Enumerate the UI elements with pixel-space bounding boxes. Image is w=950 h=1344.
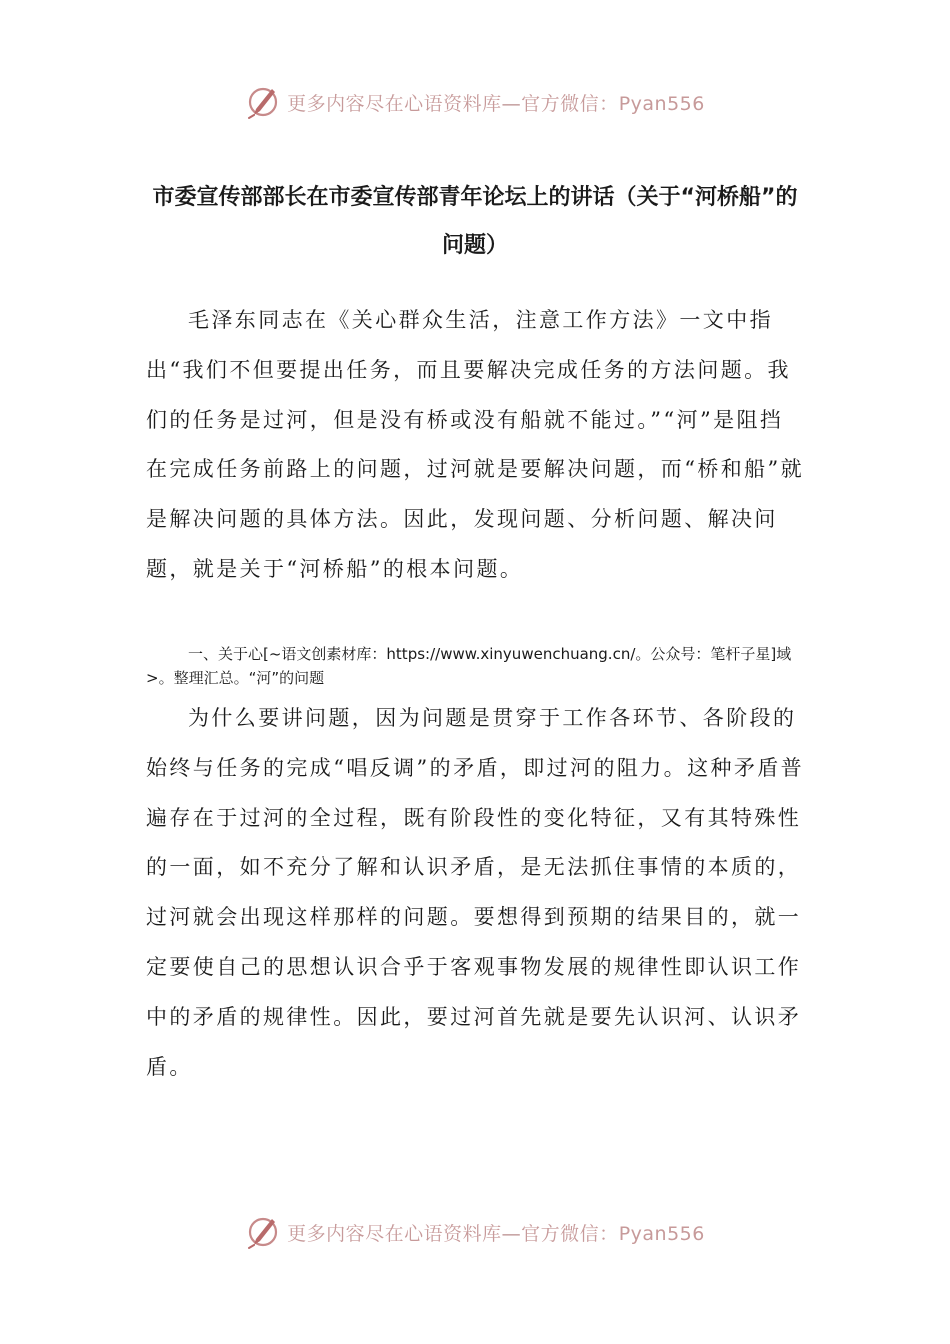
body-paragraph-2: 为什么要讲问题，因为问题是贯穿于工作各环节、各阶段的始终与任务的完成“唱反调”的矛盾，即过河的阻力。这种矛盾普遍存在于过河的全过程，既有阶段性的变化特征，又有其特殊性的一面，如不充分了解和认识矛盾，是无法抓住事情的本质的，过河就会出现这样那样的问题。要想得到预期的结果目的，就一定要使自己的思想认识合乎于客观事物发展的规律性即认识工作中的矛盾的规律性。因此，要过河首先就是要先认识河、认识矛盾。 [146, 706, 805, 1079]
watermark-wechat-label: 官方微信： [521, 92, 619, 115]
watermark-text [287, 1219, 705, 1246]
watermark-header [0, 80, 950, 124]
body-paragraph-1: 毛泽东同志在《关心群众生活，注意工作方法》一文中指出“我们不但要提出任务，而且要解决完成任务的方法问题。我们的任务是过河，但是没有桥或没有船就不能过。”“河”是阻挡在完成任务前路上的问题，过河就是要解决问题，而“桥和船”就是解决问题的具体方法。因此，发现问题、分析问题、解决问题，就是关于“河桥船”的根本问题。 [146, 308, 805, 581]
watermark-footer [0, 1210, 950, 1254]
quill-logo-icon [245, 1214, 281, 1250]
watermark-separator: — [501, 92, 522, 115]
watermark-main: 更多内容尽在心语资料库 [287, 92, 502, 115]
quill-logo-icon [245, 84, 281, 120]
watermark-wechat-label: 官方微信： [521, 1222, 619, 1245]
watermark-wechat-account: Pyan556 [618, 92, 705, 115]
watermark-wechat-account: Pyan556 [618, 1222, 705, 1245]
watermark-text [287, 89, 705, 116]
watermark-main: 更多内容尽在心语资料库 [287, 1222, 502, 1245]
document-title: 市委宣传部部长在市委宣传部青年论坛上的讲话（关于“河桥船”的问题） [152, 185, 798, 258]
watermark-separator: — [501, 1222, 522, 1245]
section-heading: 一、关于心[~语文创素材库：https://www.xinyuwenchuang.cn/。公众号：笔杆子星]域>。整理汇总。“河”的问题 [146, 645, 792, 687]
